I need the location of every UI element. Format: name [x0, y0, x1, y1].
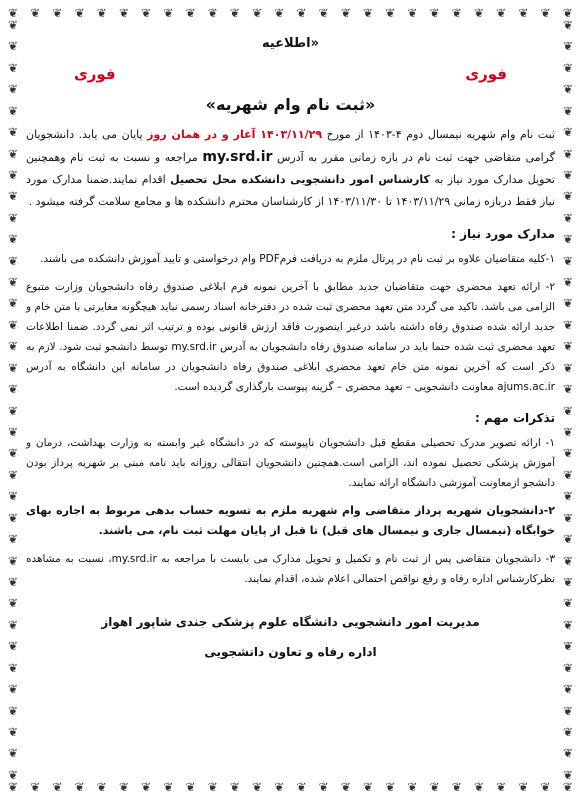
border-ornament-icon: ❦	[340, 780, 351, 794]
announcement-title: «ثبت نام وام شهریه»	[205, 95, 376, 114]
border-ornament-icon: ❦	[7, 446, 19, 461]
footer-line-1: مدیریت امور دانشجویی دانشگاه علوم پزشکی جندی شاپور اهواز	[101, 615, 480, 629]
border-ornament-icon: ❦	[562, 467, 574, 482]
border-ornament-icon: ❦	[274, 6, 285, 20]
intro-bold: کارشناس امور دانشجویی دانشکده محل تحصیل	[170, 173, 430, 186]
intro-paragraph	[26, 124, 555, 213]
border-ornament-icon: ❦	[562, 39, 574, 54]
border-ornament-icon: ❦	[429, 780, 440, 794]
border-ornament-icon: ❦	[7, 360, 19, 375]
border-ornament-icon: ❦	[7, 767, 19, 782]
border-ornament-icon: ❦	[7, 39, 19, 54]
border-ornament-icon: ❦	[562, 360, 574, 375]
border-ornament-icon: ❦	[7, 489, 19, 504]
border-ornament-icon: ❦	[562, 18, 574, 32]
border-ornament-icon: ❦	[296, 6, 307, 20]
border-ornament-icon: ❦	[7, 510, 19, 525]
border-ornament-icon: ❦	[562, 425, 574, 440]
footer-line-2: اداره رفاه و تعاون دانشجویی	[204, 645, 377, 659]
border-ornament-icon: ❦	[562, 596, 574, 611]
border-ornament-icon: ❦	[7, 232, 19, 247]
border-ornament-icon: ❦	[562, 275, 574, 290]
border-ornament-icon: ❦	[7, 382, 19, 397]
border-top	[8, 6, 573, 20]
border-ornament-icon: ❦	[7, 189, 19, 204]
border-ornament-icon: ❦	[7, 296, 19, 311]
border-ornament-icon: ❦	[562, 703, 574, 718]
border-right	[561, 18, 575, 782]
border-ornament-icon: ❦	[74, 6, 85, 20]
border-ornament-icon: ❦	[562, 446, 574, 461]
border-ornament-icon: ❦	[185, 6, 196, 20]
doc-item-1: ۱-کلیه متقاضیان علاوه بر ثبت نام در پرتال ملزم به دریافت فرمPDF وام درخواستی و تایید آموزش دانشکده می باشند.	[40, 253, 555, 265]
border-ornament-icon: ❦	[562, 382, 574, 397]
border-ornament-icon: ❦	[163, 6, 174, 20]
border-ornament-icon: ❦	[562, 232, 574, 247]
border-ornament-icon: ❦	[96, 6, 107, 20]
border-ornament-icon: ❦	[363, 6, 374, 20]
border-ornament-icon: ❦	[7, 125, 19, 140]
border-ornament-icon: ❦	[562, 103, 574, 118]
border-ornament-icon: ❦	[562, 296, 574, 311]
border-ornament-icon: ❦	[562, 125, 574, 140]
border-ornament-icon: ❦	[252, 6, 263, 20]
intro-text-4: اقدام نمایند.ضمنا مدارک مورد نیاز فقط دربازه زمانی ۱۴۰۳/۱۱/۲۹ تا ۱۴۰۳/۱۱/۳۰ از کارشناسان محترم دانشکده ها و مجامع سلامت گرفته میشود .	[26, 173, 555, 208]
border-ornament-icon: ❦	[141, 6, 152, 20]
border-ornament-icon: ❦	[562, 532, 574, 547]
border-ornament-icon: ❦	[7, 553, 19, 568]
intro-text-2: پایان می یابد. دانشجویان گرامی متقاضی جهت ثبت نام در بازه زمانی مقرر به آدرس	[26, 128, 555, 164]
border-ornament-icon: ❦	[451, 6, 462, 20]
border-ornament-icon: ❦	[7, 703, 19, 718]
note-item-3: ۳- دانشجویان متقاضی پس از ثبت نام و تکمیل و تحویل مدارک می بایست با مراجعه به my.srd.ir، نسبت به مشاهده نظرکارشناس اداره رفاه و رفع نواقص احتمالی اعلام شده، اقدام نمایند.	[26, 553, 555, 585]
srd-link[interactable]: my.srd.ir	[202, 149, 273, 165]
urgent-label-left: فوری	[74, 65, 116, 83]
intro-text-3: مراجعه و نسبت به ثبت نام وهمچنین تحویل مدارک مورد نیاز به	[26, 151, 555, 186]
border-ornament-icon: ❦	[562, 574, 574, 589]
border-ornament-icon: ❦	[407, 6, 418, 20]
border-ornament-icon: ❦	[7, 425, 19, 440]
border-ornament-icon: ❦	[7, 317, 19, 332]
border-ornament-icon: ❦	[7, 467, 19, 482]
note-item-1: ۱- ارائه تصویر مدرک تحصیلی مقطع قبل دانشجویان ناپیوسته که در دانشگاه غیر وابسته به وزارت بهداشت، درمان و آموزش پزشکی تحصیل نموده اند، الزامی است.همچنین دانشجویان انتقالی روزانه باید نامه مبنی بر شهریه پرداز بودن دانشجو ازمعاونت آموزشی دانشگاه ارائه نمایند.	[26, 437, 555, 489]
border-ornament-icon: ❦	[562, 6, 573, 20]
border-ornament-icon: ❦	[540, 780, 551, 794]
signature-block	[26, 607, 555, 667]
border-ornament-icon: ❦	[118, 6, 129, 20]
border-ornament-icon: ❦	[385, 780, 396, 794]
border-ornament-icon: ❦	[562, 682, 574, 697]
border-ornament-icon: ❦	[7, 596, 19, 611]
border-ornament-icon: ❦	[562, 403, 574, 418]
border-ornament-icon: ❦	[30, 780, 41, 794]
border-ornament-icon: ❦	[363, 780, 374, 794]
border-ornament-icon: ❦	[7, 167, 19, 182]
border-ornament-icon: ❦	[141, 780, 152, 794]
border-ornament-icon: ❦	[118, 780, 129, 794]
urgent-row	[26, 65, 555, 83]
border-ornament-icon: ❦	[52, 6, 63, 20]
border-ornament-icon: ❦	[518, 780, 529, 794]
border-ornament-icon: ❦	[562, 780, 573, 794]
border-ornament-icon: ❦	[562, 617, 574, 632]
border-ornament-icon: ❦	[252, 780, 263, 794]
border-ornament-icon: ❦	[207, 6, 218, 20]
border-ornament-icon: ❦	[562, 639, 574, 654]
border-ornament-icon: ❦	[562, 82, 574, 97]
border-ornament-icon: ❦	[562, 146, 574, 161]
urgent-label-right: فوری	[465, 65, 507, 83]
border-ornament-icon: ❦	[562, 767, 574, 782]
border-ornament-icon: ❦	[7, 746, 19, 761]
doc-item-2: ۲- ارائه تعهد محضری جهت متقاضیان جدید مطابق با آخرین نمونه فرم ابلاغی صندوق رفاه دانشجویان وزارت متبوع الزامی می باشد. تاکید می گردد متن تعهد محضری ثبت شده در دفترخانه اسناد رسمی نباید هیچگونه مغایرتی با متن خام و جدید ارائه شده صندوق رفاه داشته باشد درغیر اینصورت فاقد ارزش قانونی بوده و ترتیب اثر نمی گردد. ضمنا اطلاعات تعهد محضری ثبت شده حتما باید در سامانه صندوق رفاه دانشجویان به آدرس my.srd.ir توسط دانشجو ثبت شود. لازم به ذکر است که آخرین نمونه متن خام تعهد محضری ابلاغی صندوق رفاه دانشجویان در سامانه این دانشگاه به آدرس ajums.ac.ir معاونت دانشجویی – تعهد محضری – گزینه پیوست بارگذاری گردیده است.	[26, 281, 555, 393]
notes-heading: تذکرات مهم :	[475, 411, 555, 425]
border-bottom	[8, 780, 573, 794]
border-ornament-icon: ❦	[7, 660, 19, 675]
border-ornament-icon: ❦	[7, 682, 19, 697]
border-ornament-icon: ❦	[96, 780, 107, 794]
border-ornament-icon: ❦	[7, 617, 19, 632]
border-ornament-icon: ❦	[518, 6, 529, 20]
border-ornament-icon: ❦	[385, 6, 396, 20]
border-ornament-icon: ❦	[562, 210, 574, 225]
border-ornament-icon: ❦	[340, 6, 351, 20]
border-ornament-icon: ❦	[473, 6, 484, 20]
border-ornament-icon: ❦	[7, 532, 19, 547]
border-ornament-icon: ❦	[7, 724, 19, 739]
border-ornament-icon: ❦	[7, 403, 19, 418]
border-ornament-icon: ❦	[562, 746, 574, 761]
border-ornament-icon: ❦	[562, 510, 574, 525]
border-ornament-icon: ❦	[562, 60, 574, 75]
border-ornament-icon: ❦	[229, 6, 240, 20]
border-ornament-icon: ❦	[163, 780, 174, 794]
border-ornament-icon: ❦	[562, 553, 574, 568]
border-ornament-icon: ❦	[7, 82, 19, 97]
border-ornament-icon: ❦	[562, 660, 574, 675]
border-ornament-icon: ❦	[7, 253, 19, 268]
border-ornament-icon: ❦	[7, 60, 19, 75]
border-ornament-icon: ❦	[7, 103, 19, 118]
docs-heading: مدارک مورد نیاز :	[451, 227, 555, 241]
border-ornament-icon: ❦	[562, 189, 574, 204]
border-ornament-icon: ❦	[52, 780, 63, 794]
border-ornament-icon: ❦	[496, 780, 507, 794]
intro-highlight: ۱۴۰۳/۱۱/۲۹ آغاز و در همان روز	[147, 128, 323, 141]
border-ornament-icon: ❦	[562, 253, 574, 268]
border-ornament-icon: ❦	[7, 146, 19, 161]
border-ornament-icon: ❦	[562, 167, 574, 182]
border-ornament-icon: ❦	[429, 6, 440, 20]
border-ornament-icon: ❦	[7, 275, 19, 290]
border-ornament-icon: ❦	[318, 780, 329, 794]
announcement-body	[26, 26, 555, 776]
border-left	[6, 18, 20, 782]
border-ornament-icon: ❦	[207, 780, 218, 794]
border-ornament-icon: ❦	[496, 6, 507, 20]
border-ornament-icon: ❦	[7, 210, 19, 225]
border-ornament-icon: ❦	[7, 574, 19, 589]
intro-text-1: ثبت نام وام شهریه نیمسال دوم ۴-۱۴۰۳ از مورخ	[322, 128, 555, 141]
border-ornament-icon: ❦	[562, 317, 574, 332]
border-ornament-icon: ❦	[562, 724, 574, 739]
border-ornament-icon: ❦	[30, 6, 41, 20]
note-item-2: ۲-دانشجویان شهریه پرداز متقاضی وام شهریه ملزم به تسویه حساب بدهی مربوط به اجاره بهای خوابگاه (نیمسال جاری و نیمسال های قبل) تا قبل از پایان مهلت ثبت نام، می باشند.	[26, 504, 555, 537]
border-ornament-icon: ❦	[7, 339, 19, 354]
border-ornament-icon: ❦	[274, 780, 285, 794]
notice-label: «اطلاعیه	[261, 36, 320, 51]
border-ornament-icon: ❦	[74, 780, 85, 794]
border-ornament-icon: ❦	[562, 339, 574, 354]
border-ornament-icon: ❦	[562, 489, 574, 504]
border-ornament-icon: ❦	[296, 780, 307, 794]
border-ornament-icon: ❦	[7, 639, 19, 654]
border-ornament-icon: ❦	[185, 780, 196, 794]
border-ornament-icon: ❦	[540, 6, 551, 20]
border-ornament-icon: ❦	[451, 780, 462, 794]
border-ornament-icon: ❦	[8, 6, 19, 20]
border-ornament-icon: ❦	[473, 780, 484, 794]
border-ornament-icon: ❦	[8, 780, 19, 794]
border-ornament-icon: ❦	[229, 780, 240, 794]
border-ornament-icon: ❦	[407, 780, 418, 794]
border-ornament-icon: ❦	[318, 6, 329, 20]
border-ornament-icon: ❦	[7, 18, 19, 32]
